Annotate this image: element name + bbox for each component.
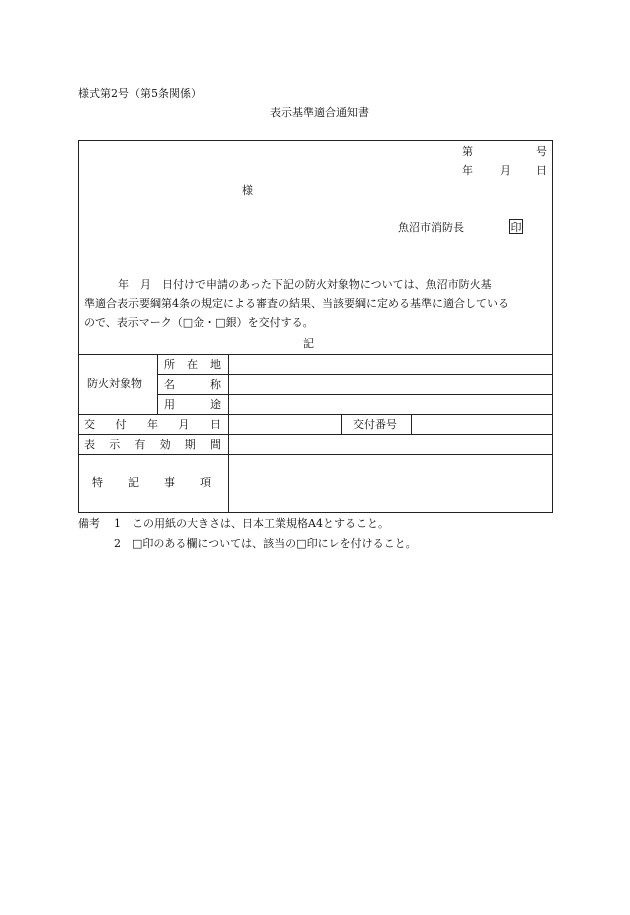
seal-text: 印 xyxy=(510,220,522,234)
remarks-char-4: 項 xyxy=(200,476,211,489)
remarks-char-1: 特 xyxy=(92,476,103,489)
row-line-use xyxy=(78,414,553,415)
date-month: 月 xyxy=(500,164,511,177)
issue-date-char-2: 付 xyxy=(115,418,127,431)
validity-label xyxy=(84,439,221,450)
issue-date-label xyxy=(84,419,221,430)
validity-char-3: 有 xyxy=(134,438,146,451)
property-label: 防火対象物 xyxy=(87,377,142,390)
number-prefix: 第 xyxy=(462,145,473,158)
row-line-validity xyxy=(78,454,553,455)
col-line-labels xyxy=(228,354,229,512)
note-2-text: □印のある欄については、該当の□印にレを付けること。 xyxy=(132,537,417,550)
note-1-text: この用紙の大きさは、日本工業規格A4とすること。 xyxy=(132,517,389,530)
remarks-char-2: 記 xyxy=(128,476,139,489)
issue-date-char-3: 年 xyxy=(147,418,158,431)
name-char-1: 名 xyxy=(164,378,175,391)
use-char-1: 用 xyxy=(164,398,175,411)
use-char-2: 途 xyxy=(210,398,221,411)
validity-char-6: 間 xyxy=(209,438,221,451)
note-2-number: 2 xyxy=(114,537,121,550)
seal-mark xyxy=(509,219,523,234)
name-label xyxy=(164,379,221,390)
form-number: 様式第2号（第5条関係） xyxy=(78,87,202,100)
body-text-3: ので、表示マーク（□金・□銀）を交付する。 xyxy=(84,316,314,329)
issuer-name: 魚沼市消防長 xyxy=(398,221,464,234)
remarks-char-3: 事 xyxy=(164,476,175,489)
location-char-3: 地 xyxy=(210,358,221,371)
issue-date-char-5: 日 xyxy=(210,418,221,431)
location-char-1: 所 xyxy=(164,358,175,371)
body-line-2 xyxy=(84,298,550,309)
addressee-suffix: 様 xyxy=(242,184,253,197)
validity-char-5: 期 xyxy=(184,438,196,451)
validity-char-4: 効 xyxy=(159,438,171,451)
name-char-2: 称 xyxy=(210,378,221,391)
location-char-2: 在 xyxy=(187,358,198,371)
ki-heading: 記 xyxy=(303,337,314,350)
col-line-issue-mid xyxy=(341,414,342,434)
row-line-issue xyxy=(78,434,553,435)
body-line-1 xyxy=(118,279,548,290)
table-top-line xyxy=(78,354,553,355)
note-1-number: 1 xyxy=(114,517,121,530)
row-line-location xyxy=(157,374,553,375)
remarks-label xyxy=(92,477,211,488)
number-suffix: 号 xyxy=(536,145,547,158)
date-day: 日 xyxy=(536,164,547,177)
body-text-1: 年 月 日付けで申請のあった下記の防火対象物については、魚沼市防火基 xyxy=(118,278,492,291)
validity-char-2: 示 xyxy=(109,438,121,451)
issue-date-char-4: 月 xyxy=(178,418,190,431)
date-year: 年 xyxy=(462,164,473,177)
notes-heading: 備考 xyxy=(78,517,100,530)
body-text-2: 準適合表示要綱第4条の規定による審査の結果、当該要綱に定める基準に適合している xyxy=(84,297,509,310)
use-label xyxy=(164,399,221,410)
row-line-name xyxy=(157,394,553,395)
location-label xyxy=(164,359,221,370)
col-line-issue-num xyxy=(411,414,412,434)
issue-date-char-1: 交 xyxy=(84,418,95,431)
document-title: 表示基準適合通知書 xyxy=(270,106,369,119)
issue-number-label: 交付番号 xyxy=(353,418,397,431)
body-line-3 xyxy=(84,317,550,328)
col-line-property xyxy=(157,354,158,414)
validity-char-1: 表 xyxy=(84,438,95,451)
